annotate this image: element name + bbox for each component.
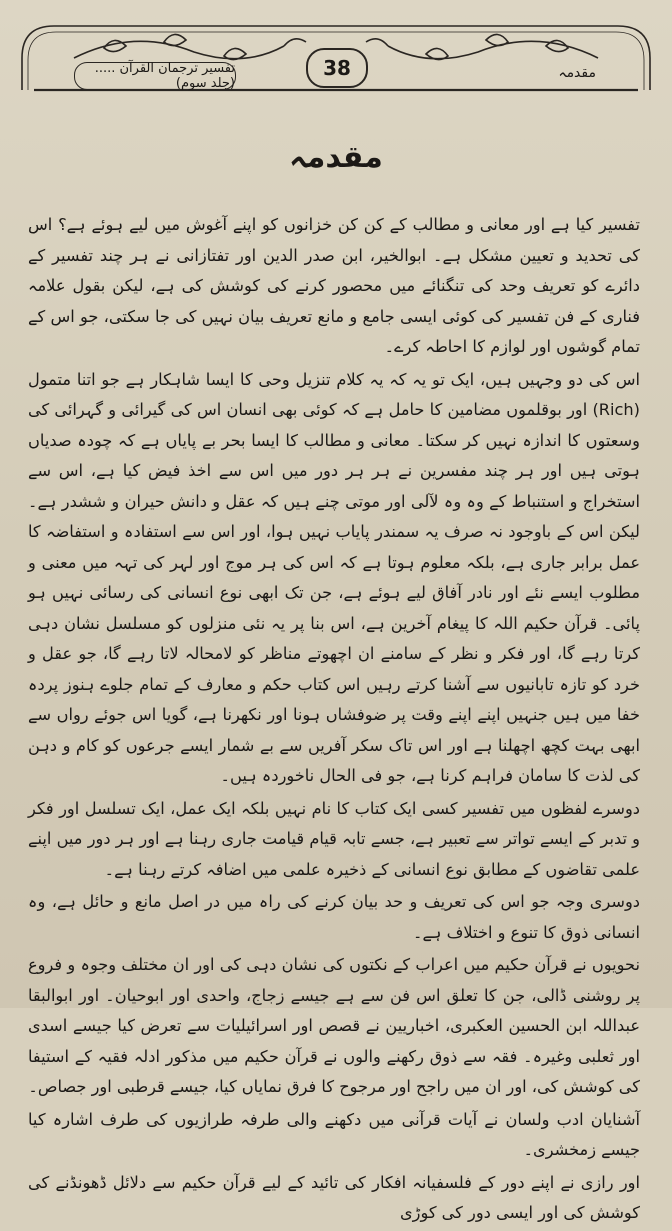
page-header: [14, 18, 658, 94]
paragraph: دوسرے لفظوں میں تفسیر کسی ایک کتاب کا نام نہیں بلکہ ایک عمل، ایک تسلسل اور فکر و تدبر کے ایسے تواتر سے تعبیر ہے، جسے تابہ قیام قیامت جاری رہنا ہے اور ہر دور میں اپنے علمی تقاضوں کے مطابق نوع انسانی کے ذخیرہ علمی میں اضافہ کرتے رہنا ہے۔: [28, 798, 640, 879]
book-title-label: تفسیر ترجمان القرآن ..... (جلد سوم): [74, 62, 236, 90]
body-text: [28, 210, 640, 1231]
paragraph: آشنایان ادب ولسان نے آیات قرآنی میں دکھنے والی طرفہ طرازیوں کی طرف اشارہ کیا جیسے زمخشری۔: [28, 1109, 640, 1159]
paragraph: اور رازی نے اپنے دور کے فلسفیانہ افکار کی تائید کے لیے قرآن حکیم سے دلائل ڈھونڈنے کی کوشش کی اور ایسی دور کی کوڑی: [28, 1172, 640, 1222]
page-title: مقدمہ: [289, 140, 383, 175]
paragraph: اس کی دو وجہیں ہیں، ایک تو یہ کہ یہ کلام تنزیل وحی کا ایسا شاہکار ہے جو اتنا متمول (Rich) اور بوقلموں مضامین کا حامل ہے کہ کوئی بھی انسان اس کی گیرائی و گہرائی کی وسعتوں کا اندازہ نہیں کر سکتا۔ معانی و مطالب کا ایسا بحر بے پایاں ہے کہ چودہ صدیاں ہوتی ہیں اور ہر چند مفسرین نے ہر ہر دور میں اس سے اخذ فیض کیا ہے، اس سے استخراج و استنباط کے وہ وہ لآلی اور موتی چنے ہیں کہ عقل و دانش حیران و ششدر ہے۔ لیکن اس کے باوجود نہ صرف یہ سمندر پایاب نہیں ہوا، اور اس سے استفادہ و استفاضہ کا عمل برابر جاری ہے، بلکہ معلوم ہوتا ہے کہ اس کی ہر موج اور لہر کی تہہ میں معنی و مطلوب ایسے نئے اور نادر آفاق لیے ہوئے ہے، جن تک ابھی نوع انسانی کی رسائی نہیں ہو پائی۔ قرآن حکیم اللہ کا پیغام آخرین ہے، اس بنا پر یہ نئی منزلوں کو مسلسل نشان دہی کرتا رہے گا، اور فکر و نظر کے سامنے ان اچھوتے مناظر کو لامحالہ لاتا رہے گا، جو عقل و خرد کو تازہ تابانیوں سے آشنا کرتے رہیں اس کتاب حکم و معارف کے تمام جلوے ہنوز پردہ خفا میں ہیں جنہیں اپنے اپنے وقت پر ضوفشاں ہونا اور نکھرنا ہے، گویا اس جوئے رواں سے ابھی بہت کچھ اچھلنا ہے اور اس تاک سکر آفریں سے بے شمار ایسے جرعوں کو کام و دہن کی لذت کا سامان فراہم کرنا ہے، جو فی الحال ناخوردہ ہیں۔: [28, 369, 640, 785]
paragraph: تفسیر کیا ہے اور معانی و مطالب کے کن کن خزانوں کو اپنے آغوش میں لیے ہوئے ہے؟ اس کی تحدید و تعیین مشکل ہے۔ ابوالخیر، ابن صدر الدین اور تفتازانی نے ہر چند تفسیر کے دائرے کو تعریف وحد کی تنگنائے میں محصور کرنے کی کوشش کی ہے، لیکن بقول علامہ فناری کے فن تفسیر کی کوئی ایسی جامع و مانع تعریف بیان نہیں کی جا سکتی، جو اس کے تمام گوشوں اور لوازم کا احاطہ کرے۔: [28, 215, 640, 356]
page-number: 38: [306, 48, 368, 88]
paragraph: نحویوں نے قرآن حکیم میں اعراب کے نکتوں کی نشان دہی کی اور ان مختلف وجوہ و فروع پر روشنی ڈالی، جن کا تعلق اس فن سے ہے جیسے زجاج، واحدی اور ابوحیان۔ اور ابوالبقا عبداللہ ابن الحسین العکبری، اخباریین نے قصص اور اسرائیلیات سے تعرض کیا جیسے اسدی اور ثعلبی وغیرہ۔ فقہ سے ذوق رکھنے والوں نے قرآن حکیم میں مذکور ادلہ فقیہ کے استیفا کی کوشش کی، اور ان میں راجح اور مرجوح کا فرق نمایاں کیا، جیسے قرطبی اور جصاص۔: [28, 955, 640, 1096]
section-label: مقدمہ: [558, 65, 596, 81]
paragraph: دوسری وجہ جو اس کی تعریف و حد بیان کرنے کی راہ میں در اصل مانع و حائل ہے، وہ انسانی ذوق کا تنوع و اختلاف ہے۔: [28, 892, 640, 942]
